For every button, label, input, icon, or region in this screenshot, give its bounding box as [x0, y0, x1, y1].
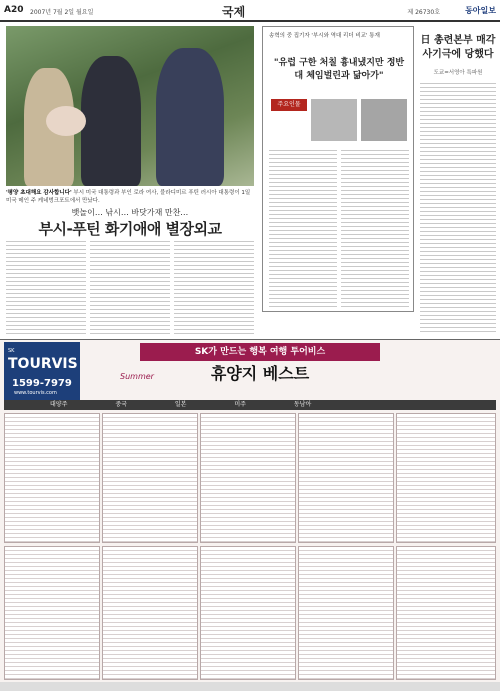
portrait-photo-2	[361, 99, 407, 141]
column-text-2	[341, 147, 409, 307]
page-number: A20	[4, 5, 24, 15]
article-column-3	[174, 238, 254, 334]
category-americas: 미주	[234, 401, 246, 408]
caption-text: 부시 미국 대통령과 부인 로라 여사, 블라디미르 푸틴 러시아 대통령이 1일 미국 메인 주 케네벙크포트에서 만났다.	[6, 190, 251, 204]
column-quote-headline: "유럽 구한 처칠 흉내냈지만 정반대 체임벌린과 닮아가"	[273, 58, 405, 81]
person-figure-center	[81, 56, 141, 186]
ad-listing	[200, 546, 296, 680]
portrait-photo-1	[311, 99, 357, 141]
flower-bouquet	[46, 106, 86, 136]
side-article-byline: 도쿄=서영아 특파원	[433, 70, 483, 76]
main-photo	[6, 26, 254, 186]
issue-date: 2007년 7월 2일 월요일	[30, 9, 94, 16]
ad-title-banner: SK가 만드는 행복 여행 투어비스	[140, 343, 380, 361]
ad-listing	[298, 413, 394, 543]
ad-listing	[102, 413, 198, 543]
article-column-2	[90, 238, 170, 334]
category-china: 중국	[115, 401, 127, 408]
photo-caption	[6, 188, 254, 204]
column-text-1	[269, 147, 337, 307]
ad-listing	[396, 413, 496, 543]
ad-listing	[396, 546, 496, 680]
tourvis-logo-block	[4, 342, 80, 402]
article-column-1	[6, 238, 86, 334]
ad-listing	[298, 546, 394, 680]
category-oceania: 대양주	[50, 401, 68, 408]
person-figure-right	[156, 48, 224, 186]
column-box	[262, 26, 414, 312]
brand-phone: 1599-7979	[12, 378, 72, 389]
ad-season-label: Summer	[120, 372, 154, 381]
ad-main-heading: 휴양지 베스트	[210, 364, 310, 383]
side-article-headline: 日 총련본부 매각 사기극에 당했다	[420, 35, 496, 60]
article-headline: 부시-푸틴 화기애애 별장외교	[38, 220, 222, 238]
ad-listing	[4, 546, 100, 680]
section-title: 국제	[222, 5, 246, 19]
ad-listing	[102, 546, 198, 680]
page-header	[0, 0, 500, 22]
category-japan: 일본	[174, 401, 187, 408]
newspaper-logo: 동아일보	[465, 6, 496, 15]
ad-listing	[200, 413, 296, 543]
caption-title: '평양 초대해요 감사합니다'	[6, 190, 72, 196]
category-southeast-asia: 동남아	[293, 401, 312, 408]
page-footer-strip	[0, 682, 500, 691]
destination-category-bar	[4, 400, 496, 410]
article-subheadline: 뱃놀이… 낚시… 바닷가재 만찬…	[71, 208, 189, 217]
column-series-title: 송혁의 중 집기자 '부시와 역대 리더 비교' 통재	[269, 33, 380, 39]
brand-name: TOURVIS	[8, 356, 78, 372]
side-article-text	[420, 80, 496, 334]
brand-url: www.tourvis.com	[14, 390, 57, 396]
figure-label: 주요인물	[271, 99, 307, 111]
brand-small: SK	[8, 348, 15, 354]
ad-listing	[4, 413, 100, 543]
issue-number: 제 26730호	[407, 9, 440, 16]
